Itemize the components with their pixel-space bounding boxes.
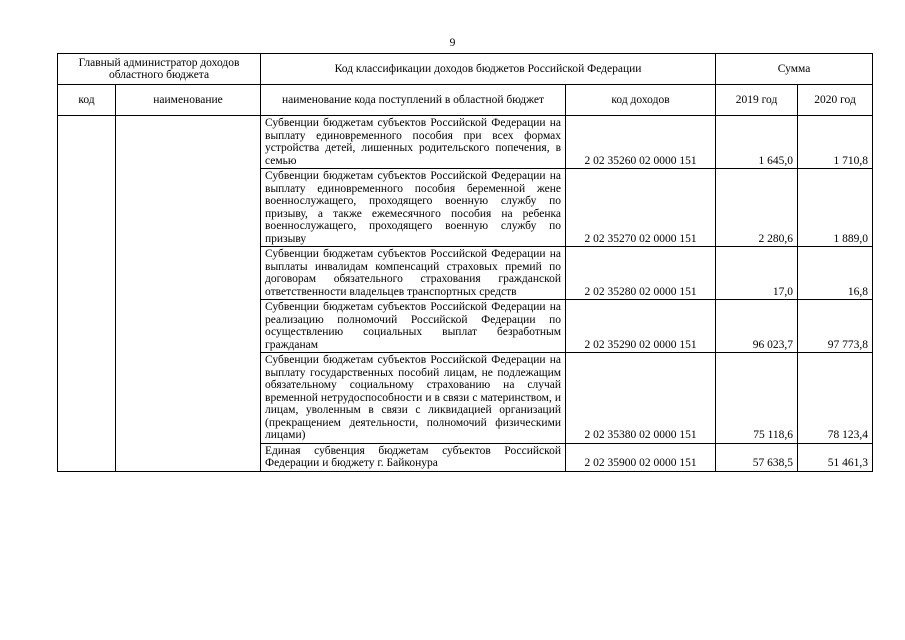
amount-2019: 57 638,5 — [716, 443, 798, 471]
amount-2019: 75 118,6 — [716, 353, 798, 444]
income-description: Субвенции бюджетам субъектов Российской Федерации на реализацию полномочий Российской Федерации по осуществлению социальных выплат безработным гражданам — [261, 300, 566, 353]
table-row — [58, 116, 873, 169]
amount-2020: 16,8 — [798, 247, 873, 300]
income-code: 2 02 35270 02 0000 151 — [566, 169, 716, 247]
amount-2019: 96 023,7 — [716, 300, 798, 353]
amount-2019: 2 280,6 — [716, 169, 798, 247]
admin-name-cell — [116, 116, 261, 472]
budget-income-table — [57, 53, 873, 472]
amount-2019: 1 645,0 — [716, 116, 798, 169]
header-admin-group: Главный администратор доходов областного бюджета — [58, 54, 261, 85]
header-sum-group: Сумма — [716, 54, 873, 85]
amount-2020: 78 123,4 — [798, 353, 873, 444]
income-description: Субвенции бюджетам субъектов Российской Федерации на выплату единовременного пособия при всех формах устройства детей, лишенных родительского попечения, в семью — [261, 116, 566, 169]
amount-2020: 51 461,3 — [798, 443, 873, 471]
amount-2020: 1 710,8 — [798, 116, 873, 169]
income-description: Субвенции бюджетам субъектов Российской Федерации на выплату единовременного пособия беременной жене военнослужащего, проходящего военную службу по призыву, а также ежемесячного пособия на ребенка военнослужащего, проходящего военную службу по призыву — [261, 169, 566, 247]
page-number: 9 — [449, 37, 456, 49]
income-code: 2 02 35380 02 0000 151 — [566, 353, 716, 444]
admin-code-cell — [58, 116, 116, 472]
header-code: код — [58, 85, 116, 116]
income-code: 2 02 35260 02 0000 151 — [566, 116, 716, 169]
amount-2019: 17,0 — [716, 247, 798, 300]
header-2020: 2020 год — [798, 85, 873, 116]
header-classification-group: Код классификации доходов бюджетов Российской Федерации — [261, 54, 716, 85]
income-description: Субвенции бюджетам субъектов Российской Федерации на выплату государственных пособий лицам, не подлежащим обязательному социальному страхованию на случай временной нетрудоспособности и в связи с материнством, и лицам, уволенным в связи с ликвидацией организаций (прекращением деятельности, полномочий физическими лицами) — [261, 353, 566, 444]
income-description: Единая субвенция бюджетам субъектов Российской Федерации и бюджету г. Байконура — [261, 443, 566, 471]
amount-2020: 97 773,8 — [798, 300, 873, 353]
header-name: наименование — [116, 85, 261, 116]
income-description: Субвенции бюджетам субъектов Российской Федерации на выплаты инвалидам компенсаций страховых премий по договорам обязательного страхования гражданской ответственности владельцев транспортных средств — [261, 247, 566, 300]
header-2019: 2019 год — [716, 85, 798, 116]
header-income-name: наименование кода поступлений в областной бюджет — [261, 85, 566, 116]
income-code: 2 02 35900 02 0000 151 — [566, 443, 716, 471]
income-code: 2 02 35280 02 0000 151 — [566, 247, 716, 300]
header-income-code: код доходов — [566, 85, 716, 116]
amount-2020: 1 889,0 — [798, 169, 873, 247]
income-code: 2 02 35290 02 0000 151 — [566, 300, 716, 353]
